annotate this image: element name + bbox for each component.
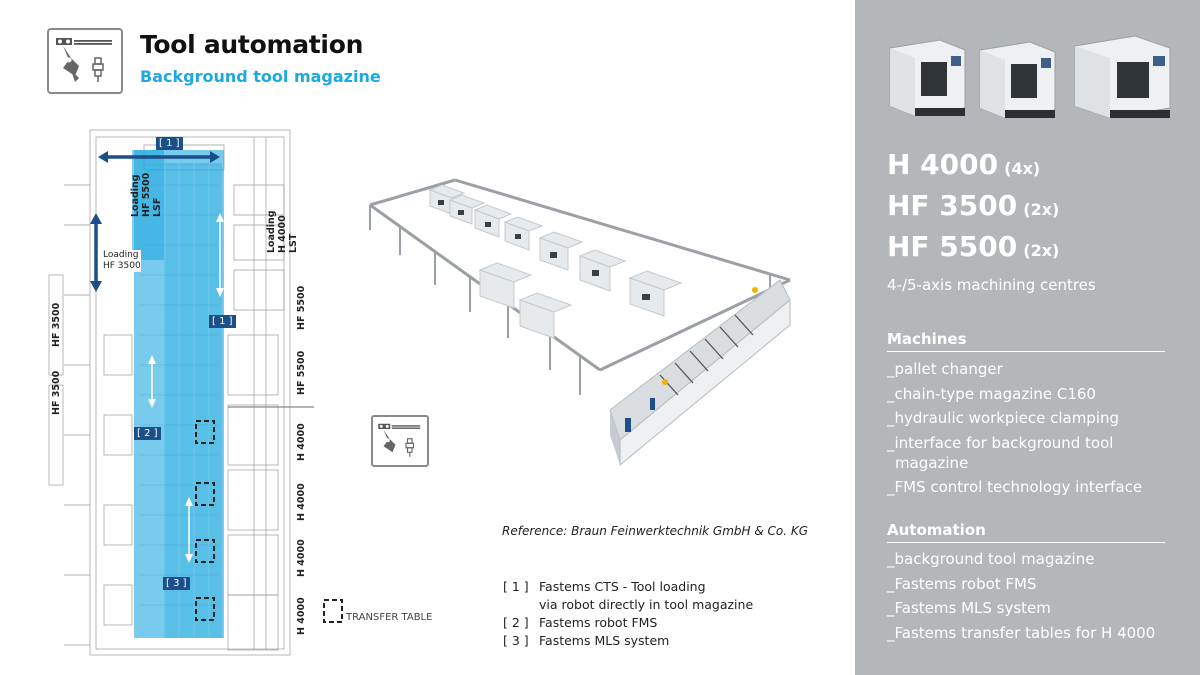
model-hf3500: HF 3500 (2x) — [887, 189, 1060, 222]
production-line-render — [360, 160, 820, 490]
legend-item-3 — [503, 632, 753, 650]
list-item: _Fastems transfer tables for H 4000 — [887, 623, 1156, 642]
legend-item-1 — [503, 578, 753, 614]
right-label-h4000-2: H 4000 — [296, 483, 307, 521]
right-label-hf5500-1: HF 5500 — [296, 285, 307, 330]
page-subtitle: Background tool magazine — [140, 67, 381, 86]
tag-3: [ 3 ] — [163, 577, 190, 590]
transfer-table-label: TRANSFER TABLE — [346, 612, 433, 623]
legend-text-2: via robot directly in tool magazine — [539, 597, 754, 612]
tag-1-mid: [ 1 ] — [209, 315, 236, 328]
left-label-hf3500-2: HF 3500 — [51, 370, 62, 415]
machines-list — [887, 359, 1167, 502]
legend-num: [ 3 ] — [503, 633, 529, 648]
left-label-hf3500-1: HF 3500 — [51, 302, 62, 347]
right-label-h4000-3: H 4000 — [296, 539, 307, 577]
right-label-h4000-4: H 4000 — [296, 597, 307, 635]
right-label-hf5500-2: HF 5500 — [296, 350, 307, 395]
machine-h4000 — [890, 40, 965, 116]
machines-heading: Machines — [887, 330, 1165, 352]
automation-list — [887, 549, 1167, 647]
layout-plan — [44, 125, 314, 660]
loading-hf5500-label: Loading HF 5500 LSF — [130, 172, 163, 217]
tool-magazine-block — [610, 280, 790, 465]
legend-text: Fastems robot FMS — [539, 615, 658, 630]
machines-description: 4-/5-axis machining centres — [887, 276, 1096, 294]
transfer-table-icon — [322, 598, 346, 624]
legend-num: [ 1 ] — [503, 579, 529, 594]
list-item: _chain-type magazine C160 — [887, 384, 1096, 403]
legend — [503, 578, 753, 650]
right-label-h4000-1: H 4000 — [296, 423, 307, 461]
list-item: _Fastems MLS system — [887, 599, 1051, 618]
list-item: _pallet changer — [887, 360, 1003, 378]
list-item: _Fastems robot FMS — [887, 574, 1037, 593]
legend-text: Fastems MLS system — [539, 633, 670, 648]
list-item: _background tool magazine — [887, 550, 1095, 568]
list-item: _hydraulic workpiece clamping — [887, 409, 1120, 428]
reference-note: Reference: Braun Feinwerktechnik GmbH & Co. KG — [502, 524, 809, 538]
model-hf5500: HF 5500 (2x) — [887, 230, 1060, 263]
legend-num: [ 2 ] — [503, 615, 529, 630]
tool-robot-icon — [47, 28, 123, 94]
tag-2: [ 2 ] — [134, 427, 161, 440]
machine-hf5500 — [1075, 36, 1170, 118]
list-item: _interface for background tool magazine — [887, 433, 1114, 472]
list-item: _FMS control technology interface — [887, 478, 1143, 497]
model-h4000: H 4000 (4x) — [887, 148, 1041, 181]
loading-hf3500-label: Loading HF 3500 — [103, 250, 141, 271]
machines-image — [885, 28, 1175, 120]
loading-h4000-label: Loading H 4000 LST — [266, 210, 299, 253]
tag-1-top: [ 1 ] — [156, 137, 183, 150]
legend-text: Fastems CTS - Tool loading — [539, 579, 706, 594]
machine-hf3500 — [980, 42, 1055, 118]
page-title: Tool automation — [140, 30, 364, 59]
machine-modules — [430, 185, 681, 338]
legend-item-2 — [503, 614, 753, 632]
automation-heading: Automation — [887, 521, 1165, 543]
